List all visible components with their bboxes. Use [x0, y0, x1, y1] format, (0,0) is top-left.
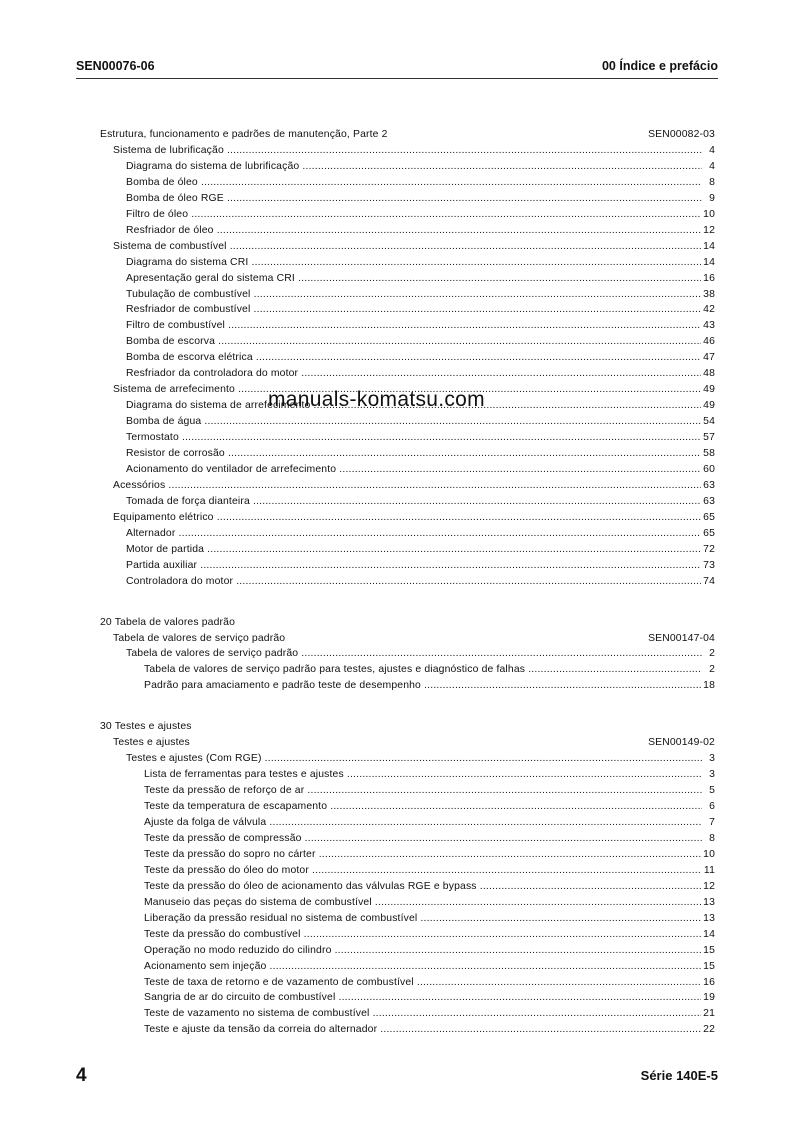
toc-entry — [0, 801, 794, 817]
toc-entry — [0, 320, 794, 336]
toc-entry-title: Sistema de arrefecimento ..... — [113, 384, 702, 395]
header-doc-code: SEN00076-06 — [76, 59, 155, 73]
toc-entry-title: Acionamento do ventilador de arrefecimento ..... — [126, 464, 702, 475]
toc-entry-title: Sistema de combustível ..... — [113, 241, 702, 252]
toc-entry-page: 43 — [703, 320, 715, 332]
toc-entry-page: 2 — [709, 664, 715, 676]
toc-entry — [0, 273, 794, 289]
toc-entry — [0, 193, 794, 209]
toc-entry-title: Teste da pressão de compressão ..... — [144, 833, 702, 844]
toc-entry — [0, 617, 794, 633]
toc-entry-page: 3 — [709, 753, 715, 765]
toc-entry-title: Motor de partida ..... — [126, 544, 702, 555]
toc-entry-title: Termostato ..... — [126, 432, 702, 443]
toc-entry-page: 12 — [703, 224, 715, 236]
toc-entry — [0, 480, 794, 496]
toc-entry-page: 4 — [709, 160, 715, 172]
toc-entry — [0, 576, 794, 592]
toc-entry — [0, 753, 794, 769]
toc-entry-page: 3 — [709, 769, 715, 781]
footer-series: Série 140E-5 — [640, 1068, 718, 1083]
toc-entry-page: 13 — [703, 896, 715, 908]
footer-page-number: 4 — [76, 1065, 87, 1086]
toc-entry-title: Filtro de óleo ..... — [126, 209, 702, 220]
toc-entry-title: Filtro de combustível ..... — [126, 320, 702, 331]
toc-entry-title: Teste da pressão do sopro no cárter ..... — [144, 849, 702, 860]
toc-entry-title: Tabela de valores de serviço padrão — [113, 632, 286, 644]
toc-entry-page: 11 — [703, 864, 715, 876]
toc-entry-title: Sistema de lubrificação ..... — [113, 145, 702, 156]
toc-entry — [0, 1024, 794, 1040]
toc-entry-page: 4 — [709, 144, 715, 156]
toc-entry — [0, 833, 794, 849]
toc-entry-page: 5 — [709, 785, 715, 797]
toc-entry-page: 57 — [703, 432, 715, 444]
toc-entry-page: 49 — [703, 384, 715, 396]
toc-entry-page: 60 — [703, 463, 715, 475]
watermark: manuals-komatsu.com — [268, 388, 485, 411]
toc-entry-title: Diagrama do sistema de lubrificação ..... — [126, 161, 702, 172]
toc-entry-page: 47 — [703, 352, 715, 364]
toc-entry-title: Teste da pressão do óleo do motor ..... — [144, 865, 702, 876]
toc-entry-page: 7 — [709, 817, 715, 828]
toc-entry-page: 49 — [703, 400, 715, 412]
toc-entry — [0, 849, 794, 865]
toc-entry — [0, 737, 794, 753]
toc-entry — [0, 977, 794, 993]
toc-entry — [0, 289, 794, 305]
toc-entry-title: Acionamento sem injeção ..... — [144, 961, 702, 972]
toc-entry-page: 10 — [703, 208, 715, 220]
toc-entry — [0, 257, 794, 273]
toc-entry-title: Resfriador de óleo ..... — [126, 225, 702, 236]
toc-entry-title: Equipamento elétrico ..... — [113, 512, 702, 523]
toc-entry-doc-code: SEN00147-04 — [648, 632, 715, 644]
toc-entry — [0, 145, 794, 161]
toc-entry — [0, 129, 794, 145]
toc-entry-title: 20 Tabela de valores padrão — [100, 616, 235, 628]
toc-entry-title: Teste de vazamento no sistema de combustível ..... — [144, 1008, 702, 1019]
toc-entry — [0, 865, 794, 881]
toc-entry — [0, 664, 794, 680]
toc-entry — [0, 496, 794, 512]
toc-entry-page: 38 — [703, 288, 715, 300]
toc-entry — [0, 368, 794, 384]
toc-entry-title: Teste da pressão de reforço de ar ..... — [144, 785, 702, 796]
toc-entry-title: Teste da pressão do combustível ..... — [144, 929, 702, 940]
toc-entry — [0, 929, 794, 945]
toc-entry — [0, 817, 794, 833]
toc-entry-title: Teste da temperatura de escapamento ..... — [144, 801, 702, 812]
toc-entry-title: Bomba de escorva elétrica ..... — [126, 352, 702, 363]
toc-entry — [0, 680, 794, 696]
toc-entry-title: Padrão para amaciamento e padrão teste de desempenho ..... — [144, 680, 702, 691]
toc-entry-page: 63 — [703, 495, 715, 507]
toc-entry — [0, 448, 794, 464]
toc-entry-page: 72 — [703, 543, 715, 555]
toc-entry-title: Bomba de água ..... — [126, 416, 702, 427]
toc-entry-page: 14 — [703, 240, 715, 252]
toc-entry — [0, 897, 794, 913]
toc-entry-title: Estrutura, funcionamento e padrões de manutenção, Parte 2 — [100, 129, 388, 140]
toc-entry-title: Tabela de valores de serviço padrão ..... — [126, 648, 702, 659]
toc-entry — [0, 209, 794, 225]
toc-entry-title: Ajuste da folga de válvula ..... — [144, 817, 702, 828]
toc-entry-page: 21 — [703, 1008, 715, 1020]
toc-entry-page: 19 — [703, 992, 715, 1004]
toc-entry — [0, 648, 794, 664]
toc-entry-page: 15 — [703, 960, 715, 972]
toc-entry — [0, 881, 794, 897]
toc-entry-title: Manuseio das peças do sistema de combustível ..... — [144, 897, 702, 908]
toc-entry-page: 9 — [709, 192, 715, 204]
toc-entry-page: 74 — [703, 575, 715, 587]
toc-entry-title: Tabela de valores de serviço padrão para testes, ajustes e diagnóstico de falhas ..... — [144, 664, 702, 675]
toc-entry-title: Teste e ajuste da tensão da correia do alternador ..... — [144, 1024, 702, 1035]
toc-entry — [0, 161, 794, 177]
toc-entry-doc-code: SEN00149-02 — [648, 737, 715, 749]
toc-entry — [0, 721, 794, 737]
toc-entry — [0, 336, 794, 352]
toc-entry — [0, 528, 794, 544]
toc-entry-title: Tubulação de combustível ..... — [126, 289, 702, 300]
toc-entry-title: Resistor de corrosão ..... — [126, 448, 702, 459]
toc-entry-title: Testes e ajustes — [113, 737, 190, 749]
toc-entry-page: 63 — [703, 479, 715, 491]
toc-entry-title: Teste de taxa de retorno e de vazamento de combustível ..... — [144, 977, 702, 988]
toc-entry — [0, 177, 794, 193]
toc-entry — [0, 464, 794, 480]
toc-entry-title: Bomba de escorva ..... — [126, 336, 702, 347]
toc-entry-title: Alternador ..... — [126, 528, 702, 539]
toc-entry — [0, 785, 794, 801]
toc-entry-page: 6 — [709, 801, 715, 813]
toc-entry — [0, 225, 794, 241]
toc-entry-page: 12 — [703, 880, 715, 892]
toc-entry-title: 30 Testes e ajustes — [100, 721, 192, 733]
toc-entry-title: Lista de ferramentas para testes e ajustes ..... — [144, 769, 702, 780]
toc-entry-title: Bomba de óleo ..... — [126, 177, 702, 188]
toc-entry-page: 16 — [703, 272, 715, 284]
toc-entry — [0, 945, 794, 961]
toc-entry-title: Bomba de óleo RGE ..... — [126, 193, 702, 204]
toc-entry-title: Resfriador da controladora do motor ..... — [126, 368, 702, 379]
toc-entry-title: Resfriador de combustível ..... — [126, 304, 702, 315]
toc-entry-title: Testes e ajustes (Com RGE) ..... — [126, 753, 702, 764]
toc-entry-page: 10 — [703, 848, 715, 860]
toc-entry-title: Diagrama do sistema CRI ..... — [126, 257, 702, 268]
toc-entry-page: 2 — [709, 648, 715, 660]
toc-entry-title: Tomada de força dianteira ..... — [126, 496, 702, 507]
toc-entry-page: 46 — [703, 336, 715, 348]
toc-entry — [0, 769, 794, 785]
toc-entry — [0, 352, 794, 368]
toc-entry-title: Liberação da pressão residual no sistema de combustível ..... — [144, 913, 702, 924]
toc-entry-page: 18 — [703, 680, 715, 692]
toc-entry-title: Operação no modo reduzido do cilindro ..... — [144, 945, 702, 956]
toc-entry-page: 73 — [703, 559, 715, 571]
toc-entry-title: Teste da pressão do óleo de acionamento das válvulas RGE e bypass ..... — [144, 881, 702, 892]
toc-entry — [0, 560, 794, 576]
toc-entry-page: 14 — [703, 928, 715, 940]
toc-entry-title: Sangria de ar do circuito de combustível ..... — [144, 992, 702, 1003]
toc-entry-doc-code: SEN00082-03 — [648, 129, 715, 140]
toc-entry — [0, 512, 794, 528]
toc-entry — [0, 544, 794, 560]
toc-entry — [0, 416, 794, 432]
toc-entry-page: 65 — [703, 511, 715, 523]
toc-entry — [0, 304, 794, 320]
toc-entry-page: 8 — [709, 832, 715, 844]
toc-entry-page: 14 — [703, 256, 715, 268]
toc-entry-page: 65 — [703, 527, 715, 539]
toc-entry-title: Controladora do motor ..... — [126, 576, 702, 587]
toc-entry — [0, 1008, 794, 1024]
toc-entry — [0, 633, 794, 649]
header-rule — [76, 78, 718, 79]
toc-entry-title: Acessórios ..... — [113, 480, 702, 491]
toc-entry — [0, 432, 794, 448]
toc-entry-page: 48 — [703, 368, 715, 380]
toc-entry-page: 16 — [703, 976, 715, 988]
toc-entry-page: 54 — [703, 416, 715, 428]
toc-entry-title: Apresentação geral do sistema CRI ..... — [126, 273, 702, 284]
toc-entry-page: 58 — [703, 448, 715, 459]
toc-entry-page: 13 — [703, 912, 715, 924]
toc-entry-page: 8 — [709, 176, 715, 188]
toc-entry-page: 15 — [703, 944, 715, 956]
toc-entry — [0, 241, 794, 257]
toc-entry-title: Partida auxiliar ..... — [126, 560, 702, 571]
toc-entry — [0, 992, 794, 1008]
header-section-title: 00 Índice e prefácio — [601, 59, 718, 73]
toc-entry-page: 42 — [703, 304, 715, 316]
toc-entry — [0, 913, 794, 929]
toc-entry — [0, 961, 794, 977]
toc-entry-page: 22 — [703, 1024, 715, 1036]
toc-entry-title: Diagrama do sistema de arrefecimento ..... — [126, 400, 702, 411]
